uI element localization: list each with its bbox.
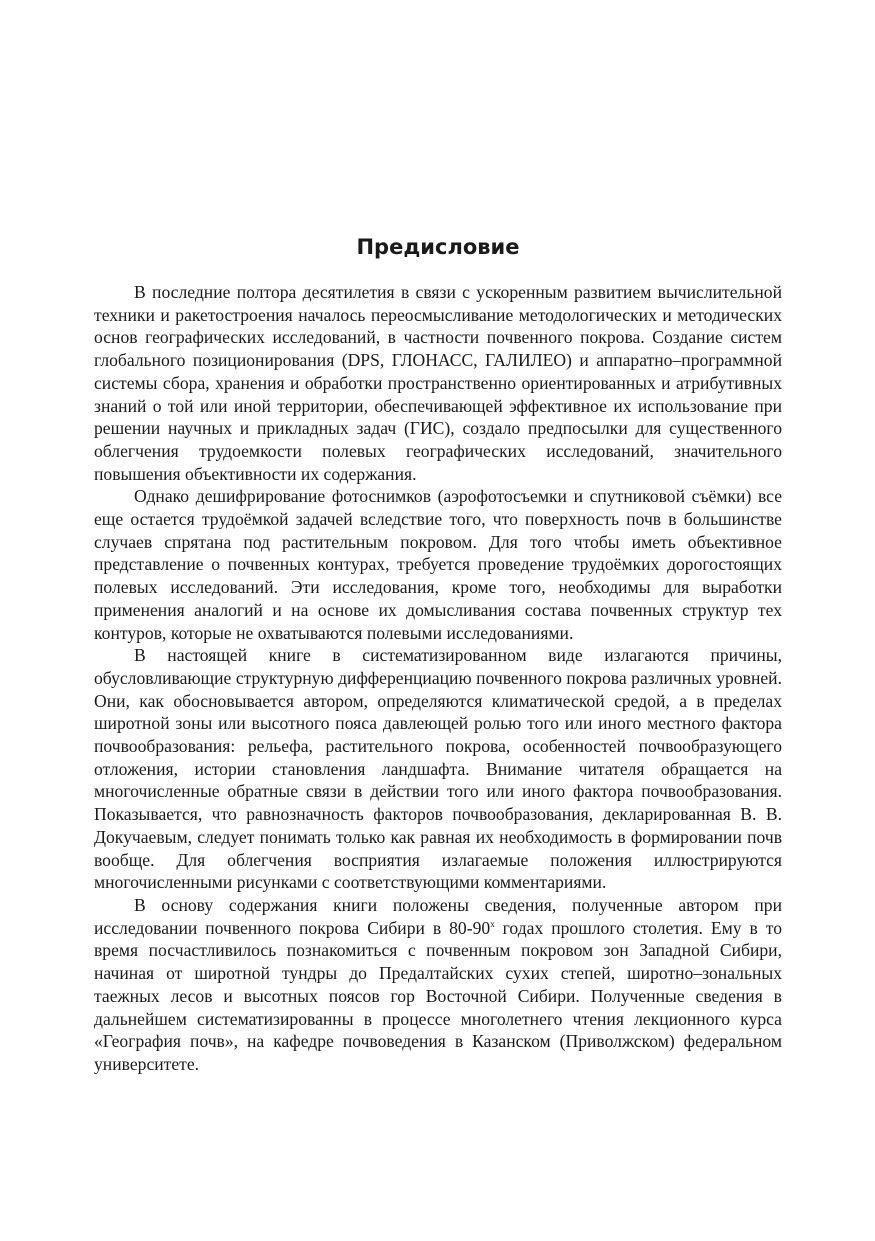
paragraph-2: Однако дешифрирование фотоснимков (аэрофотосъемки и спутниковой съёмки) все еще остается трудоёмкой задачей вследствие того, что поверхность почв в большинстве случаев спрятана под растительным покровом. Для того чтобы иметь объективное представление о почвенных контурах, требуется проведение трудоёмких дорогостоящих полевых исследований. Эти исследования, кроме того, необходимы для выработки применения аналогий и на основе их домысливания состава почвенных структур тех контуров, которые не охватываются полевыми исследованиями. [94, 486, 782, 643]
document-page [94, 0, 782, 1241]
page-title: Предисловие [356, 235, 520, 259]
paragraph-3: В настоящей книге в систематизированном виде излагаются причины, обусловливающие структурную дифференциацию почвенного покрова различных уровней. Они, как обосновывается автором, определяются климатической средой, а в пределах широтной зоны или высотного пояса давлеющей ролью того или иного местного фактора почвообразования: рельефа, растительного покрова, особенностей почвообразующего отложения, истории становления ландшафта. Внимание читателя обращается на многочисленные обратные связи в действии того или иного фактора почвообразования. Показывается, что равнозначность факторов почвообразования, декларированная В. В. Докучаевым, следует понимать только как равная их необходимость в формировании почв вообще. Для облегчения восприятия излагаемые положения иллюстрируются многочисленными рисунками с соответствующими комментариями. [94, 645, 782, 893]
paragraph-4 [94, 894, 782, 1076]
paragraph-4-text-start: В основу содержания книги положены сведения, полученные автором при исследовании почвенного покрова Сибири в 80-90 [94, 894, 782, 938]
paragraph-4-text-end: годах прошлого столетия. Ему в то время посчастливилось познакомиться с почвенным покровом зон Западной Сибири, начиная от широтной тундры до Предалтайских сухих степей, широтно–зональных таежных лесов и высотных поясов гор Восточной Сибири. Полученные сведения в дальнейшем систематизированны в процессе многолетнего чтения лекционного курса «География почв», на кафедре почвоведения в Казанском (Приволжском) федеральном университете. [94, 917, 782, 1074]
paragraph-1: В последние полтора десятилетия в связи с ускоренным развитием вычислительной техники и ракетостроения началось переосмысливание методологических и методических основ географических исследований, в частности почвенного покрова. Создание систем глобального позиционирования (DPS, ГЛОНАСС, ГАЛИЛЕО) и аппаратно–программной системы сбора, хранения и обработки пространственно ориентированных и атрибутивных знаний о той или иной территории, обеспечивающей эффективное их использование при решении научных и прикладных задач (ГИС), создало предпосылки для существенного облегчения трудоемкости полевых географических исследований, значительного повышения объективности их содержания. [94, 282, 782, 484]
preface-body [94, 281, 782, 1076]
decade-superscript: х [490, 918, 495, 929]
